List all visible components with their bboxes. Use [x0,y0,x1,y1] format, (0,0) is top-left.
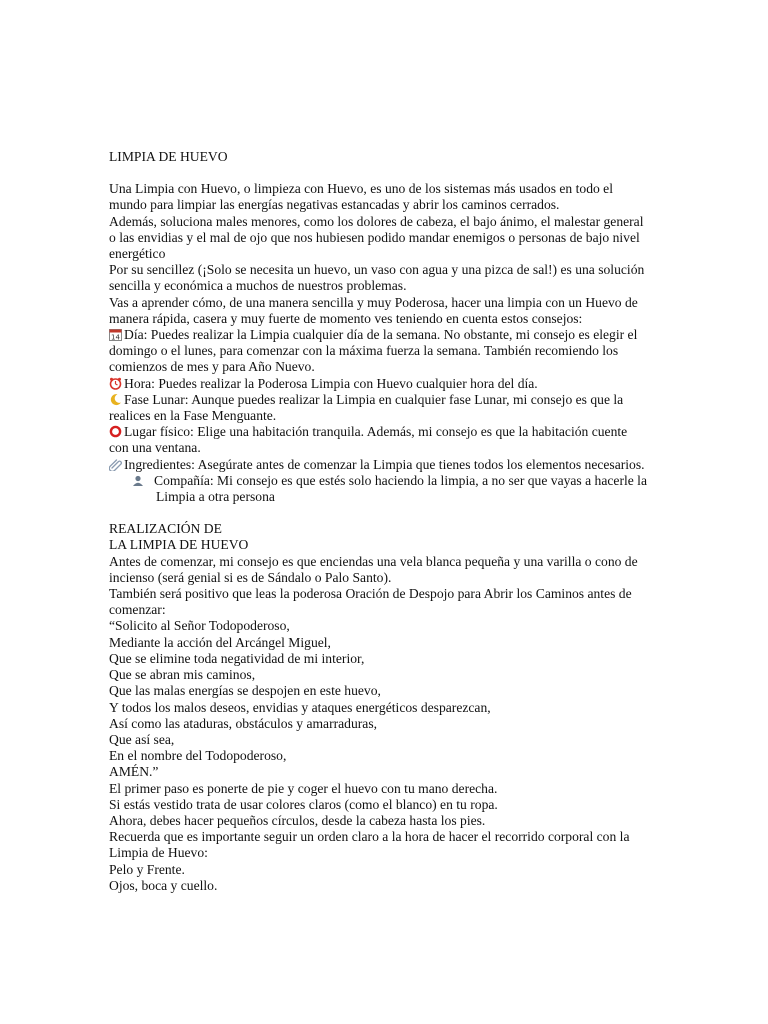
section2-title-line-1: REALIZACIÓN DE [109,521,222,537]
tip-ingredients-text: Ingredientes: Asegúrate antes de comenzar la Limpia que tienes todos los elementos necesarios. [124,456,645,472]
prayer-line: Que las malas energías se despojen en este huevo, [109,683,381,699]
red-ring-icon [109,425,122,438]
intro-paragraph-2: Además, soluciona males menores, como los dolores de cabeza, el bajo ánimo, el malestar general o las envidias y el mal de ojo que nos hubiesen podido mandar enemigos o personas de bajo nivel energético [109,213,644,262]
intro-paragraph-3: Por su sencillez (¡Solo se necesita un huevo, un vaso con agua y una pizca de sal!) es una solución sencilla y económica a muchos de nuestros problemas. [109,262,645,294]
tip-company [109,473,649,505]
paperclip-icon [109,458,122,471]
spacer [109,505,649,521]
crescent-moon-icon [109,393,122,406]
document-body [109,149,649,894]
section2-paragraph-1: Antes de comenzar, mi consejo es que enciendas una vela blanca pequeña y una varilla o cono de incienso (será genial si es de Sándalo o Palo Santo). [109,553,638,585]
section2-title-line-2: LA LIMPIA DE HUEVO [109,537,249,553]
tip-day-text: Día: Puedes realizar la Limpia cualquier día de la semana. No obstante, mi consejo es elegir el domingo o el lunes, para comenzar con la máxima fuerza la semana. También recomiendo los comienzos de mes y para Año Nuevo. [109,327,638,375]
prayer-line: En el nombre del Todopoderoso, [109,748,287,764]
prayer-line: Que así sea, [109,731,175,747]
alarm-clock-icon [109,377,122,390]
tip-moon [109,392,649,424]
step-line: Ahora, debes hacer pequeños círculos, desde la cabeza hasta los pies. [109,812,486,828]
tip-place-text: Lugar físico: Elige una habitación tranquila. Además, mi consejo es que la habitación cuente con una ventana. [109,424,628,456]
tip-moon-text: Fase Lunar: Aunque puedes realizar la Limpia en cualquier fase Lunar, mi consejo es que la realices en la Fase Menguante. [109,391,624,424]
tip-company-text: Compañía: Mi consejo es que estés solo haciendo la limpia, a no ser que vayas a hacerle la Limpia a otra persona [154,472,647,505]
document-title: LIMPIA DE HUEVO [109,149,228,164]
calendar-icon [109,328,122,341]
step-line: El primer paso es ponerte de pie y coger el huevo con tu mano derecha. [109,780,498,796]
tip-hour [109,376,649,392]
step-line: Si estás vestido trata de usar colores claros (como el blanco) en tu ropa. [109,796,498,812]
tip-place [109,424,649,456]
prayer-line: Que se abran mis caminos, [109,667,256,683]
spacer [109,165,649,181]
section2-paragraph-2: También será positivo que leas la poderosa Oración de Despojo para Abrir los Caminos antes de comenzar: [109,586,632,618]
prayer-line: Así como las ataduras, obstáculos y amarraduras, [109,715,378,731]
calendar-day-number: 14 [111,333,120,342]
step-line: Ojos, boca y cuello. [109,877,218,893]
prayer-line: Que se elimine toda negatividad de mi interior, [109,650,365,666]
intro-paragraph-1: Una Limpia con Huevo, o limpieza con Huevo, es uno de los sistemas más usados en todo el mundo para limpiar las energías negativas estancadas y abrir los caminos cerrados. [109,181,613,213]
tip-hour-text: Hora: Puedes realizar la Poderosa Limpia con Huevo cualquier hora del día. [124,375,538,391]
person-icon [131,474,144,487]
tip-day [109,327,649,376]
step-line: Pelo y Frente. [109,861,185,877]
intro-paragraph-4: Vas a aprender cómo, de una manera sencilla y muy Poderosa, hacer una limpia con un Huevo de manera rápida, casera y muy fuerte de momento ves teniendo en cuenta estos consejos: [109,294,638,326]
prayer-line: “Solicito al Señor Todopoderoso, [109,618,290,634]
step-line: Recuerda que es importante seguir un orden claro a la hora de hacer el recorrido corporal con la Limpia de Huevo: [109,829,630,861]
prayer-line: Mediante la acción del Arcángel Miguel, [109,634,331,650]
tip-ingredients [109,457,649,473]
prayer-line: Y todos los malos deseos, envidias y ataques energéticos desparezcan, [109,699,491,715]
prayer-line: AMÉN.” [109,764,159,780]
